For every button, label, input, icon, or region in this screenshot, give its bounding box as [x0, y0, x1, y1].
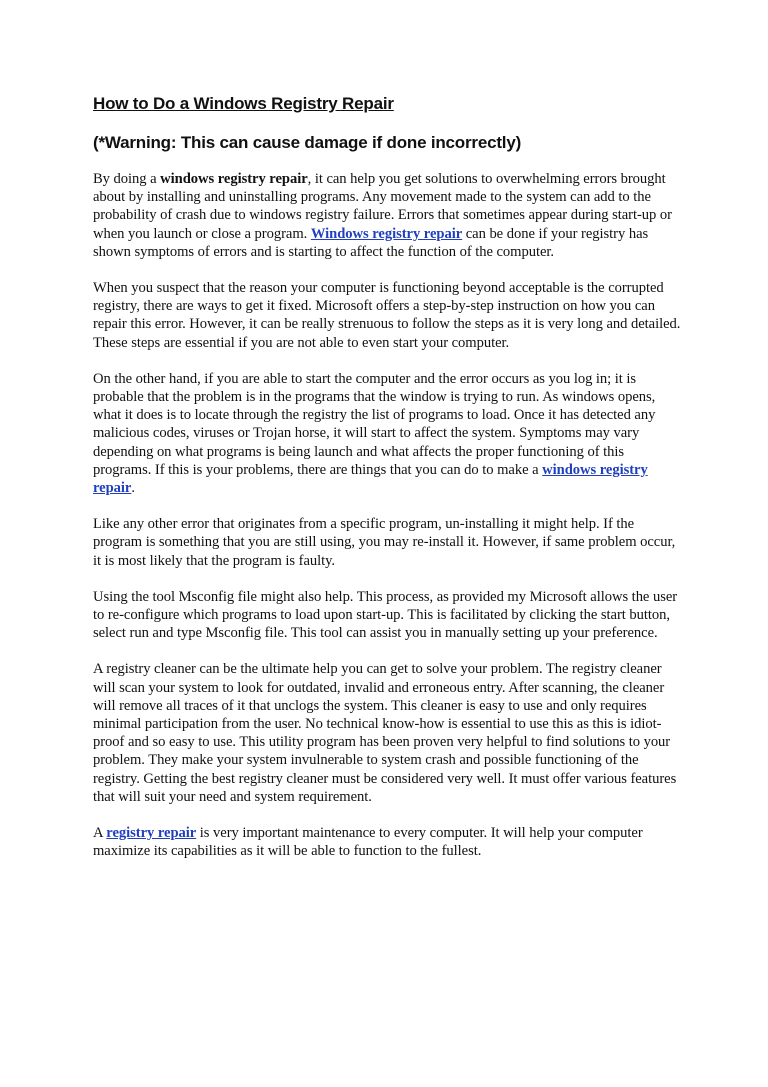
document-title: How to Do a Windows Registry Repair — [93, 94, 394, 113]
paragraph-1-text-c: can be done if your registry has shown symptoms of errors and is starting to affect the function of the computer. — [93, 225, 649, 260]
paragraph-5: Using the tool Msconfig file might also help. This process, as provided my Microsoft allows the user to re-configure which programs to load upon start-up. This is facilitated by clicking the start button, select run and type Msconfig file. This tool can assist you in manually setting up your preference. — [93, 588, 678, 642]
paragraph-1 — [93, 170, 683, 261]
document-page — [93, 93, 683, 879]
paragraph-7-text-a: A — [93, 825, 107, 842]
paragraph-4: Like any other error that originates from a specific program, un-installing it might help. If the program is something that you are still using, you may re-install it. However, if same problem occur, it is most likely that the program is faulty. — [93, 516, 676, 569]
warning-heading: (*Warning: This can cause damage if done incorrectly) — [93, 133, 522, 152]
paragraph-3 — [93, 370, 683, 497]
paragraph-3-text-b: . — [131, 480, 135, 497]
paragraph-3-text-a: On the other hand, if you are able to start the computer and the error occurs as you log in; it is probable that the problem is in the programs that the window is trying to run. As windows opens, what it does is to locate through the registry the list of programs to load. Once it has detected any malicious codes, viruses or Trojan horse, it will start to affect the system. Symptoms may vary depending on what programs is being launch and what affects the proper functioning of this programs. If this is your problems, there are things that you can do to make a — [93, 370, 656, 478]
registry-repair-link[interactable]: registry repair — [106, 825, 197, 842]
paragraph-6: A registry cleaner can be the ultimate help you can get to solve your problem. The registry cleaner will scan your system to look for outdated, invalid and erroneous entry. After scanning, the cleaner will remove all traces of it that unclogs the system. This cleaner is easy to use and only requires minimal participation from the user. No technical know-how is essential to use this as this is idiot-proof and so easy to use. This utility program has been proven very helpful to find solutions to your problem. They make your system invulnerable to system crash and possible functioning of the registry. Getting the best registry cleaner must be considered very well. It must offer various features that will suit your need and system requirement. — [93, 661, 677, 805]
windows-registry-repair-link-2[interactable]: windows registry repair — [93, 461, 648, 497]
paragraph-1-bold-term: windows registry repair — [160, 171, 308, 187]
paragraph-7 — [93, 824, 683, 860]
paragraph-1-text-b: , it can help you get solutions to overwhelming errors brought about by installing and uninstalling programs. Any movement made to the system can add to the probability of crash due to windows registry failure. Errors that sometimes appear during start-up or when you launch or close a program. — [93, 171, 672, 242]
windows-registry-repair-link[interactable]: Windows registry repair — [310, 225, 463, 242]
paragraph-1-text-a: By doing a — [93, 171, 161, 187]
paragraph-7-text-b: is very important maintenance to every computer. It will help your computer maximize its capabilities as it will be able to function to the fullest. — [93, 825, 643, 860]
paragraph-2: When you suspect that the reason your computer is functioning beyond acceptable is the corrupted registry, there are ways to get it fixed. Microsoft offers a step-by-step instruction on how you can repair this error. However, it can be really strenuous to follow the steps as it is very long and detailed. These steps are essential if you are not able to even start your computer. — [93, 280, 681, 351]
